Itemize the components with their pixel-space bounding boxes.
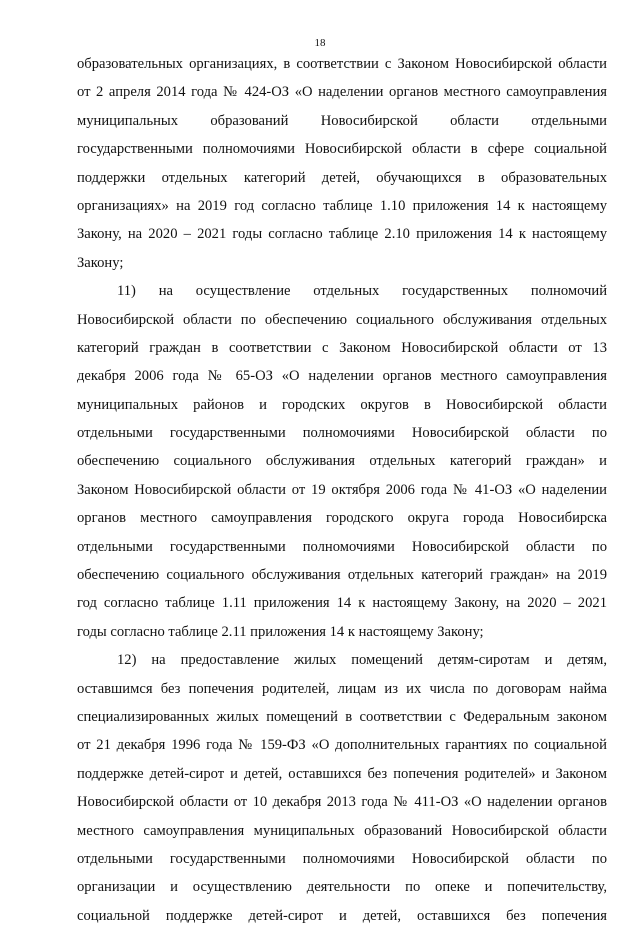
text-line: специализированных жилых помещений в соответствии с Федеральным законом bbox=[77, 708, 607, 725]
text-line: Законом Новосибирской области от 19 октября 2006 года № 41-ОЗ «О наделении bbox=[77, 481, 607, 498]
text-line: муниципальных районов и городских округов в Новосибирской области bbox=[77, 396, 607, 413]
text-line: годы согласно таблице 2.11 приложения 14 к настоящему Закону; bbox=[77, 623, 484, 640]
text-line: от 21 декабря 1996 года № 159-ФЗ «О дополнительных гарантиях по социальной bbox=[77, 737, 607, 754]
text-line: обеспечению социального обслуживания отдельных категорий граждан» и bbox=[77, 453, 607, 470]
text-line: муниципальных образований Новосибирской области отдельными bbox=[77, 112, 607, 129]
text-line: организации и осуществлению деятельности по опеке и попечительству, bbox=[77, 879, 607, 896]
document-body bbox=[77, 50, 607, 930]
page-number: 18 bbox=[314, 37, 326, 49]
text-line: социальной поддержке детей-сирот и детей, оставшихся без попечения bbox=[77, 907, 607, 924]
text-line: категорий граждан в соответствии с Законом Новосибирской области от 13 bbox=[77, 339, 607, 356]
text-line: обеспечению социального обслуживания отдельных категорий граждан» на 2019 bbox=[77, 567, 607, 584]
text-line: Закону; bbox=[77, 254, 124, 271]
text-line: организациях» на 2019 год согласно таблице 1.10 приложения 14 к настоящему bbox=[77, 197, 607, 214]
text-line: 11) на осуществление отдельных государственных полномочий bbox=[117, 283, 607, 300]
text-line: поддержки отдельных категорий детей, обучающихся в образовательных bbox=[77, 169, 607, 186]
text-line: местного самоуправления муниципальных образований Новосибирской области bbox=[77, 822, 607, 839]
text-line: образовательных организациях, в соответствии с Законом Новосибирской области bbox=[77, 56, 607, 72]
text-line: Закону, на 2020 – 2021 годы согласно таблице 2.10 приложения 14 к настоящему bbox=[77, 226, 607, 243]
text-line: Новосибирской области по обеспечению социального обслуживания отдельных bbox=[77, 311, 607, 328]
text-line: оставшимся без попечения родителей, лицам из их числа по договорам найма bbox=[77, 680, 607, 697]
text-line: поддержке детей-сирот и детей, оставшихся без попечения родителей» и Законом bbox=[77, 765, 607, 782]
text-line: государственными полномочиями Новосибирской области в сфере социальной bbox=[77, 141, 607, 158]
text-line: органов местного самоуправления городского округа города Новосибирска bbox=[77, 510, 607, 527]
text-line: отдельными государственными полномочиями Новосибирской области по bbox=[77, 850, 607, 867]
text-line: 12) на предоставление жилых помещений детям-сиротам и детям, bbox=[117, 652, 607, 669]
text-line: отдельными государственными полномочиями Новосибирской области по bbox=[77, 425, 607, 442]
text-line: декабря 2006 года № 65-ОЗ «О наделении органов местного самоуправления bbox=[77, 368, 607, 385]
text-line: отдельными государственными полномочиями Новосибирской области по bbox=[77, 538, 607, 555]
text-line: Новосибирской области от 10 декабря 2013 года № 411-ОЗ «О наделении органов bbox=[77, 794, 607, 811]
text-line: год согласно таблице 1.11 приложения 14 к настоящему Закону, на 2020 – 2021 bbox=[77, 595, 607, 612]
text-line: от 2 апреля 2014 года № 424-ОЗ «О наделении органов местного самоуправления bbox=[77, 84, 607, 101]
